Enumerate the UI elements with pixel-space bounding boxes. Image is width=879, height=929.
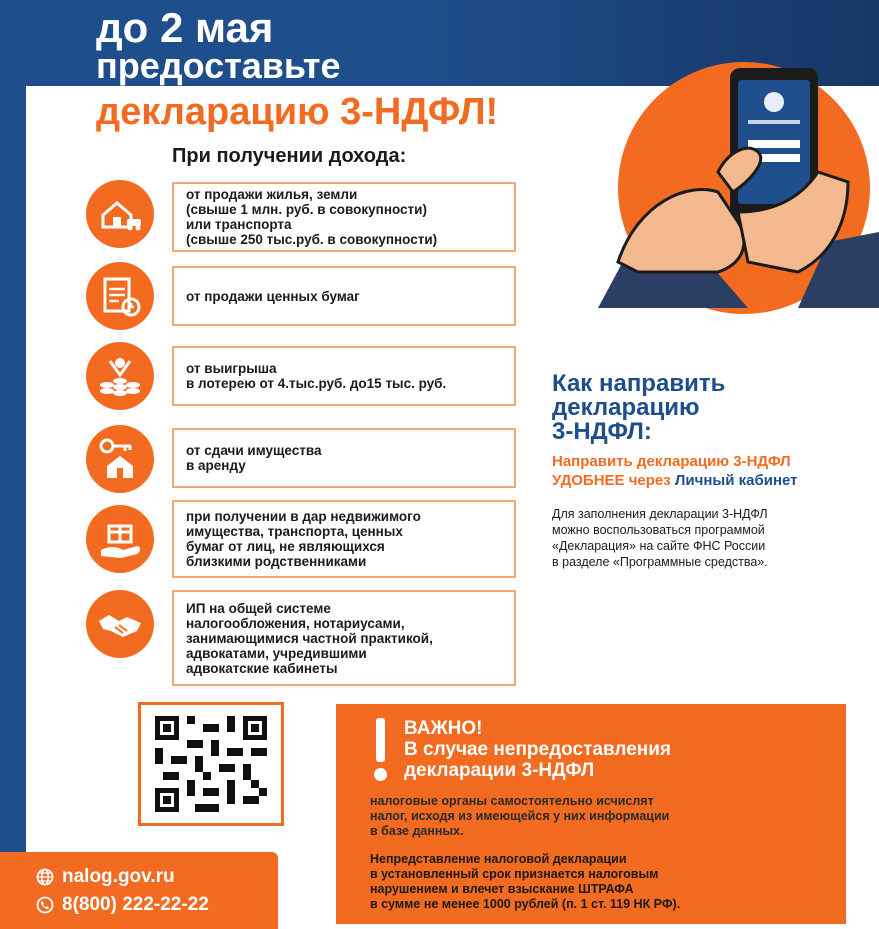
- qr-code-pattern: [155, 716, 267, 812]
- globe-icon: [36, 868, 54, 886]
- hand-phone-illustration: [598, 62, 879, 308]
- exclamation-icon: [376, 718, 385, 762]
- website-link[interactable]: nalog.gov.ru: [62, 866, 175, 887]
- lottery-coins-icon: [86, 342, 154, 410]
- income-item-securities: от продажи ценных бумаг: [172, 266, 516, 326]
- important-paragraph-2: Непредставление налоговой декларации в установленный срок признается налоговым нарушением и влечет взыскание ШТРАФА в сумме не менее 1000 рублей (п. 1 ст. 119 НК РФ).: [370, 852, 681, 911]
- securities-chart-icon: [86, 262, 154, 330]
- phone-row[interactable]: [36, 894, 209, 916]
- phone-icon: [36, 896, 54, 914]
- gift-hand-icon: [86, 505, 154, 573]
- important-paragraph-1: налоговые органы самостоятельно исчислят налог, исходя из имеющейся у них информации в базе данных.: [370, 794, 670, 838]
- key-house-icon: [86, 425, 154, 493]
- headline-date: до 2 мая: [96, 4, 274, 51]
- income-item-lottery: от выигрыша в лотерею от 4.тыс.руб. до15 тыс. руб.: [172, 346, 516, 406]
- income-item-gift: при получении в дар недвижимого имущества, транспорта, ценных бумаг от лиц, не являющихся близкими родственниками: [172, 500, 516, 578]
- contacts-band: [0, 852, 278, 929]
- exclamation-dot-icon: [374, 768, 387, 781]
- website-row[interactable]: [36, 866, 175, 888]
- income-item-property-sale: от продажи жилья, земли (свыше 1 млн. руб. в совокупности) или транспорта (свыше 250 тыс.руб. в совокупности): [172, 182, 516, 252]
- handshake-icon: [86, 590, 154, 658]
- headline-action: предоставьте: [96, 45, 341, 86]
- personal-cabinet-label: Личный кабинет: [674, 472, 798, 489]
- qr-code[interactable]: [138, 702, 284, 826]
- important-title: ВАЖНО! В случае непредоставления декларации 3-НДФЛ: [404, 718, 672, 781]
- how-to-send-subtitle: [552, 452, 872, 490]
- how-to-send-note: Для заполнения декларации 3-НДФЛ можно воспользоваться программой «Декларация» на сайте ФНС России в разделе «Программные средства».: [552, 507, 768, 569]
- how-to-send-prefix: Направить декларацию 3-НДФЛ УДОБНЕЕ через: [552, 453, 791, 489]
- left-blue-stripe: [0, 86, 26, 929]
- headline-document: декларацию 3-НДФЛ!: [96, 91, 499, 133]
- income-item-entrepreneur: ИП на общей системе налогообложения, нотариусами, занимающимися частной практикой, адвокатами, учредившими адвокатские кабинеты: [172, 590, 516, 686]
- income-item-rent: от сдачи имущества в аренду: [172, 428, 516, 488]
- income-heading: При получении дохода:: [172, 145, 407, 167]
- how-to-send-title: Как направить декларацию 3-НДФЛ:: [552, 370, 726, 445]
- phone-number[interactable]: 8(800) 222-22-22: [62, 894, 209, 915]
- house-car-icon: [86, 180, 154, 248]
